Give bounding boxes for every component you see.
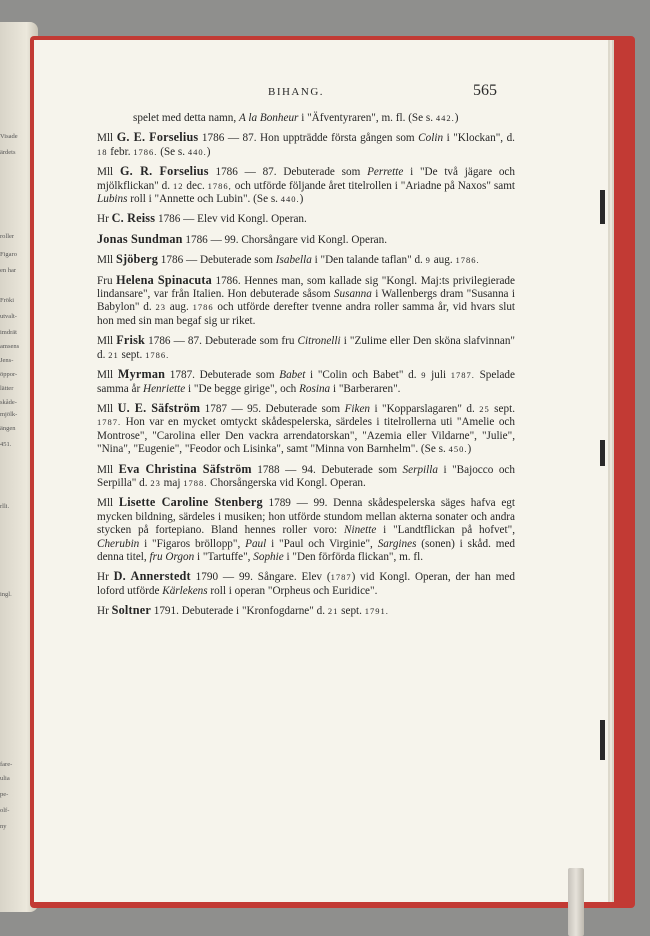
entry-text: i "Colin och Babet" d. [305,369,422,382]
left-page-fragment: ängen [0,425,16,432]
entry-text: sept. [338,605,365,618]
date-figure: 9 [421,370,427,381]
entry-text: Mll [97,166,120,179]
running-title: BIHANG. [267,86,325,98]
entry-text: roll i "Annette och Lubin". (Se s. [127,193,281,206]
left-page-fragment: ulia [0,775,10,782]
text-entry [97,334,515,362]
date-figure: 1786. [455,255,480,266]
entry-text: i "Äfventyraren", m. fl. (Se s. [298,112,436,124]
entry-text: i "Den talande taflan" d. [311,254,426,267]
role-title: Sophie [253,550,284,563]
left-page-fragment: en har [0,267,17,274]
role-title: Ninette [344,524,377,537]
entry-text: i "Paul och Virginie", [266,537,378,550]
date-figure: 440. [280,194,300,205]
left-page-fragment: roller [0,233,15,240]
entry-text: i "Bajocco och Serpilla" d. [97,463,515,489]
entry-text: i "Klockan", d. [443,132,515,145]
left-page-fragment: amsens [0,343,20,350]
entry-text: dec. [183,179,208,192]
date-figure: 440. [187,146,207,157]
left-page-fragment: ärdets [0,149,16,156]
date-figure: 1787. [97,417,122,428]
person-name: G. R. Forselius [119,164,209,179]
person-name: C. Reiss [111,211,156,226]
text-entry [97,274,515,329]
left-page-fragment: ingl. [0,591,12,598]
role-title: Susanna [333,288,372,301]
entry-text: Hon var en mycket omtyckt skådespelerska, särdeles i titelrollerna uti "Amelie och Montrose", "Carolina eller Den vackra arrendatorskan", "Azemia eller Vildarne", "Julie", "Nina", "Eugenie", "Feodor och Lisinka", samt "Minna von Barnhelm". (Se s. [97,416,515,456]
entry-text: 1787. Debuterade som [165,369,280,382]
entry-text: febr. [107,145,134,158]
entry-text: 1786. Hennes man, som kallade sig "Kongl. Maj:ts privilegierade lindansare", var från Italien. Hon debuterade såsom [97,274,515,301]
person-name: Jonas Sundman [97,231,183,246]
left-page-fragment: Visade [0,133,18,140]
role-title: Babet [279,369,306,382]
left-page-fragment: Jens- [0,357,14,364]
date-figure: 25 [479,403,490,414]
entry-text: 1786 — Elev vid Kongl. Operan. [155,213,307,226]
text-entry [97,604,515,618]
text-entry [97,253,515,267]
role-title: Perrette [367,166,404,179]
date-figure: 18 [97,146,108,157]
person-name: Frisk [116,333,146,348]
entry-text: spelet med detta namn, [133,112,239,124]
entry-text: (Se s. [157,145,188,158]
entry-text: Mll [97,369,118,382]
date-figure: 9 [425,255,431,266]
entry-text: ) [467,443,472,456]
date-figure: 21 [108,349,119,360]
person-name: U. E. Säfström [117,400,201,415]
role-title: Sargines [377,537,417,550]
left-page-fragment: utvalt- [0,313,17,320]
role-title: Serpilla [402,463,438,476]
entry-text: 1789 — 99. Denna skådespelerska säges hafva egt mycken bildning, särdeles i musiken; hon utförde stundom mellan akterna sonater och andra stycken på fortepiano. Bland hennes roller voro: [97,497,516,537]
entry-text: 1791. Debuterade i "Kronfogdarne" d. [150,605,328,618]
entry-text: i "Kopparslagaren" d. [370,402,480,415]
entry-text: 1790 — 99. Sångare. Elev ( [190,571,331,584]
date-figure: 1787. [450,370,475,381]
entry-text: i "De två jägare och mjölkflickan" d. [97,166,515,192]
entry-text: 1786 — 87. Debuterade som [208,166,368,179]
page-text [97,112,515,625]
date-figure: 442. [435,113,455,123]
entry-text: i "Barberaren". [330,382,401,395]
left-page-fragment: Fröki [0,297,15,304]
entry-text: Mll [97,463,119,476]
text-entry [97,570,515,598]
role-title: Paul [245,537,267,550]
date-figure: 1788. [183,477,208,488]
person-name: D. Annerstedt [113,569,191,584]
role-title: Fiken [344,402,371,415]
entry-text: 1787 — 95. Debuterade som [200,402,345,415]
text-entry [97,496,515,564]
role-title: Cherubin [97,537,140,550]
role-title: Isabella [275,254,312,267]
date-figure: 1786 [192,302,214,313]
role-title: Kärlekens [162,584,208,597]
entry-text: Mll [97,335,117,348]
entry-text: i "Tartuffe", [194,550,254,563]
date-figure: 23 [155,302,166,313]
entry-text: ) vid Kongl. Operan, der han med loford utförde [97,571,515,597]
entry-text: Fru [97,274,117,287]
entry-text: sept. [118,348,146,361]
page-clip [600,190,605,224]
entry-text: Chorsångerska vid Kongl. Operan. [207,476,366,489]
entry-text: 1786 — Debuterade som [158,254,276,267]
entry-text: i "Zulime eller Den sköna slafvinnan" d. [97,335,515,361]
entry-text: Hr [97,213,112,226]
date-figure: 21 [327,606,339,617]
left-page-fragment: rlli. [0,503,10,510]
entry-text: Hr [97,571,114,584]
date-figure: 23 [150,477,161,488]
person-name: Soltner [111,603,151,618]
entry-text: Hr [97,605,112,618]
person-name: G. E. Forselius [116,130,199,145]
role-title: A la Bonheur [238,112,299,124]
entry-text: roll i operan "Orpheus och Euridice". [207,584,378,597]
left-page-fragment: lätter [0,385,14,392]
date-figure: 1786. [133,146,158,157]
entry-text: aug. [430,254,456,267]
entry-text: i "De begge girige", och [185,382,300,395]
text-entry [97,233,515,247]
text-entry [97,131,515,159]
page-number: 565 [473,82,497,99]
entry-text: aug. [166,301,193,314]
left-page-fragment: ny [0,823,7,830]
date-figure: 450. [448,444,468,455]
page-clip [600,720,605,760]
text-entry [97,402,515,457]
entry-text: ) [206,145,211,158]
date-figure: 1786. [145,349,170,360]
person-name: Myrman [117,367,166,382]
role-title: fru Orgon [149,550,195,563]
text-entry [97,112,515,125]
role-title: Citronelli [297,335,341,348]
left-page-fragment: öppor- [0,371,18,378]
text-entry [97,463,515,491]
bookmark-ribbon [568,868,584,936]
date-figure: 12 [172,180,184,191]
left-page-fragment: Figaro [0,251,17,258]
left-page-fragment: mjölk- [0,411,18,418]
entry-text: juli [426,369,451,382]
role-title: Lubins [97,193,128,206]
entry-text: i "Den förförda flickan", m. fl. [283,550,424,563]
role-title: Henriette [142,382,186,395]
date-figure: 1787 [330,572,352,583]
entry-text: och utförde följande året titelrollen i "Ariadne på Naxos" samt [231,179,516,192]
entry-text: i Wallenbergs dram "Susanna i Babylon" d. [97,288,515,314]
person-name: Eva Christina Säfström [118,461,252,476]
entry-text: maj [160,476,184,489]
date-figure: 1786, [207,180,232,191]
entry-text: Mll [97,132,117,145]
entry-text: 1788 — 94. Debuterade som [251,463,403,476]
page-clip [600,440,605,466]
date-figure: 1791. [364,606,389,617]
entry-text: ) [299,193,304,206]
entry-text: 1786 — 87. Hon uppträdde första gången som [198,132,419,145]
entry-text: och utförde derefter tvenne andra roller samma år, vid hvars slut hon med sin man begaf sig ur riket. [97,301,516,327]
page-header [95,82,497,102]
entry-text: i "Landtflickan på hofvet", [376,524,515,537]
left-page-fragment: pe- [0,791,9,798]
left-page-fragment: olf- [0,807,10,814]
text-entry [97,212,515,226]
role-title: Rosina [299,382,331,395]
person-name: Sjöberg [115,252,158,267]
person-name: Helena Spinacuta [116,272,212,287]
left-page-fragment: 451. [0,441,12,448]
text-entry [97,368,515,396]
entry-text: 1786 — 87. Debuterade som fru [145,335,298,348]
role-title: Colin [418,132,444,145]
left-page-fragment: imdrät [0,329,17,336]
text-entry [97,165,515,206]
left-page-fragment: fare- [0,761,13,768]
entry-text: Mll [97,497,119,510]
entry-text: ) [454,112,459,124]
entry-text: Spelade samma år [97,369,515,395]
entry-text: Mll [97,254,116,267]
left-page-fragment: skåde- [0,399,17,406]
entry-text: i "Figaros bröllopp", [139,537,246,550]
person-name: Lisette Caroline Stenberg [118,495,263,510]
entry-text: sept. [489,402,515,415]
entry-text: (sonen) i skåd. med denna titel, [97,537,516,563]
entry-text: 1786 — 99. Chorsångare vid Kongl. Operan. [182,233,388,246]
entry-text: Mll [97,402,118,415]
